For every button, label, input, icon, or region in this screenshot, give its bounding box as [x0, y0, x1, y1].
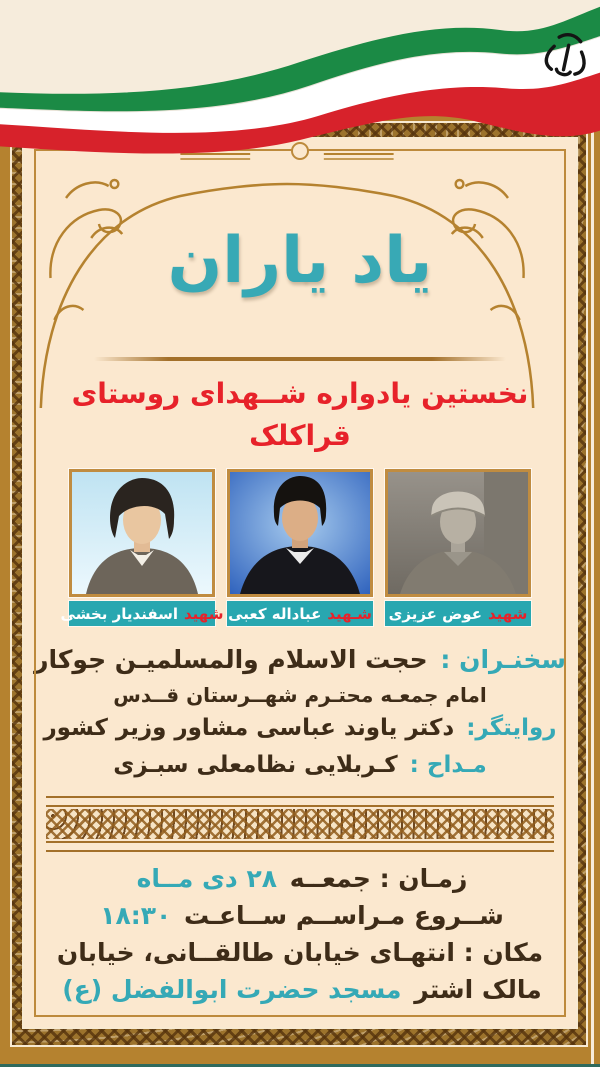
speaker-line	[24, 640, 576, 680]
start-value: ۱۸:۳۰	[100, 901, 172, 930]
inner-panel	[24, 139, 576, 1027]
location-line-1: مکان : انتهـای خیابان طالقــانی، خیابان	[56, 938, 544, 967]
time-label: زمـان : جمعــه	[289, 864, 468, 893]
location-mosque: مسجد حضرت ابوالفضل (ع)	[62, 975, 402, 1004]
martyr-name: عوض عزیزی	[388, 604, 482, 623]
speaker-label: سخنـران :	[440, 645, 566, 674]
martyr-card	[227, 469, 373, 626]
martyr-photo	[385, 469, 531, 597]
martyr-prefix: شهید	[184, 604, 224, 623]
frame-hairline	[591, 105, 594, 1067]
martyr-label	[60, 601, 224, 626]
speakers-section	[24, 640, 576, 784]
martyr-label	[227, 601, 373, 626]
start-label: شــروع مـراســم ســاعـت	[183, 901, 504, 930]
time-value: ۲۸ دی مــاه	[136, 864, 277, 893]
narrator-label: روایتگر:	[466, 715, 557, 741]
speaker-name: حجت الاسلام والمسلمیـن جوکار	[34, 645, 428, 674]
poster-frame	[0, 105, 600, 1067]
martyr-photo	[227, 469, 373, 597]
poster-title: یاد یاران	[167, 223, 433, 298]
martyr-photo-row	[24, 469, 576, 626]
martyr-card	[385, 469, 531, 626]
eulogist-name: کـربلایی نظامعلی سبـزی	[113, 752, 398, 778]
martyr-name: عباداله کعبی	[228, 604, 322, 623]
allah-emblem-icon	[544, 31, 590, 78]
time-line	[24, 860, 576, 897]
location-street: مالک اشتر	[414, 975, 542, 1004]
martyr-card	[60, 469, 224, 626]
title-zone	[24, 139, 576, 357]
speaker-description: امام جمعـه محتـرم شهــرستان قــدس	[113, 683, 487, 707]
divider-ornament	[46, 796, 554, 852]
schedule-section	[24, 860, 576, 1008]
flag-green-stripe	[0, 6, 600, 114]
martyr-name: اسفندیار بخشی	[60, 604, 179, 623]
top-circle-ornament	[291, 142, 309, 160]
martyr-label	[385, 601, 531, 626]
narrator-line	[24, 710, 576, 747]
martyr-prefix: شـهید	[327, 604, 372, 623]
start-line	[24, 897, 576, 934]
martyr-prefix: شهید	[487, 604, 528, 623]
divider-rule	[46, 796, 554, 807]
divider-rule	[46, 841, 554, 852]
narrator-name: دکتر یاوند عباسی مشاور وزیر کشور	[43, 715, 455, 741]
divider-band	[46, 809, 554, 839]
event-heading: نخستین یادواره شــهدای روستای قراکلک	[71, 377, 529, 452]
eulogist-line	[24, 747, 576, 784]
location-line-2	[24, 971, 576, 1008]
title-underline	[94, 357, 506, 361]
eulogist-label: مـداح :	[409, 752, 487, 778]
martyr-photo	[69, 469, 215, 597]
